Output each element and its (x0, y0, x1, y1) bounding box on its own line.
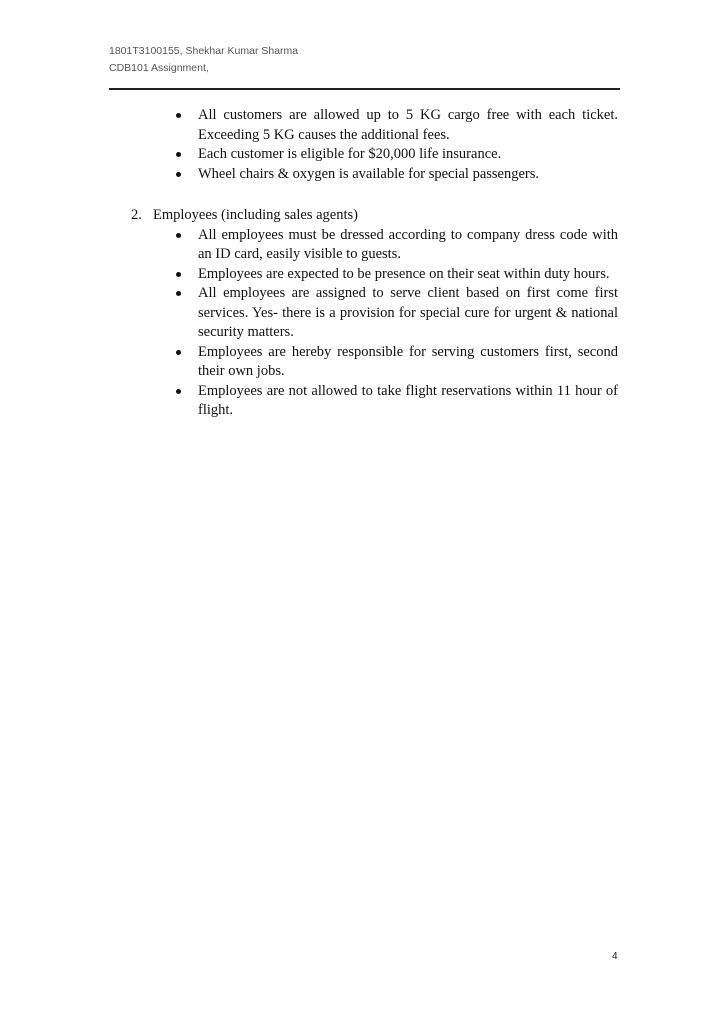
list-item: All employees are assigned to serve client based on first come first services. Yes- there is a provision for special cure for urgent & national security matters. (0, 284, 728, 343)
bullet-icon (176, 291, 181, 296)
employee-rules-list (0, 226, 728, 421)
list-item: Wheel chairs & oxygen is available for special passengers. (0, 165, 728, 185)
header-divider (109, 88, 620, 90)
list-item: Employees are expected to be presence on their seat within duty hours. (0, 265, 728, 285)
list-item: All customers are allowed up to 5 KG cargo free with each ticket. Exceeding 5 KG causes the additional fees. (0, 106, 728, 145)
bullet-icon (176, 233, 181, 238)
list-item: All employees must be dressed according to company dress code with an ID card, easily visible to guests. (0, 226, 728, 265)
bullet-icon (176, 152, 181, 157)
section-title: Employees (including sales agents) (153, 207, 358, 223)
bullet-icon (176, 172, 181, 177)
list-item: Each customer is eligible for $20,000 life insurance. (0, 145, 728, 165)
employees-section (0, 206, 728, 421)
header-author-line: 1801T3100155, Shekhar Kumar Sharma (109, 45, 299, 57)
list-item: Employees are hereby responsible for serving customers first, second their own jobs. (0, 343, 728, 382)
page-header (109, 43, 298, 77)
list-item: Employees are not allowed to take flight reservations within 11 hour of flight. (0, 382, 728, 421)
customer-rules-list (0, 106, 728, 184)
bullet-icon (176, 113, 181, 118)
bullet-icon (176, 389, 181, 394)
bullet-icon (176, 272, 181, 277)
section-number: 2. (131, 207, 142, 223)
header-assignment-line: CDB101 Assignment, (109, 62, 209, 74)
page-number: 4 (612, 951, 618, 962)
bullet-icon (176, 350, 181, 355)
section-heading (0, 206, 728, 226)
